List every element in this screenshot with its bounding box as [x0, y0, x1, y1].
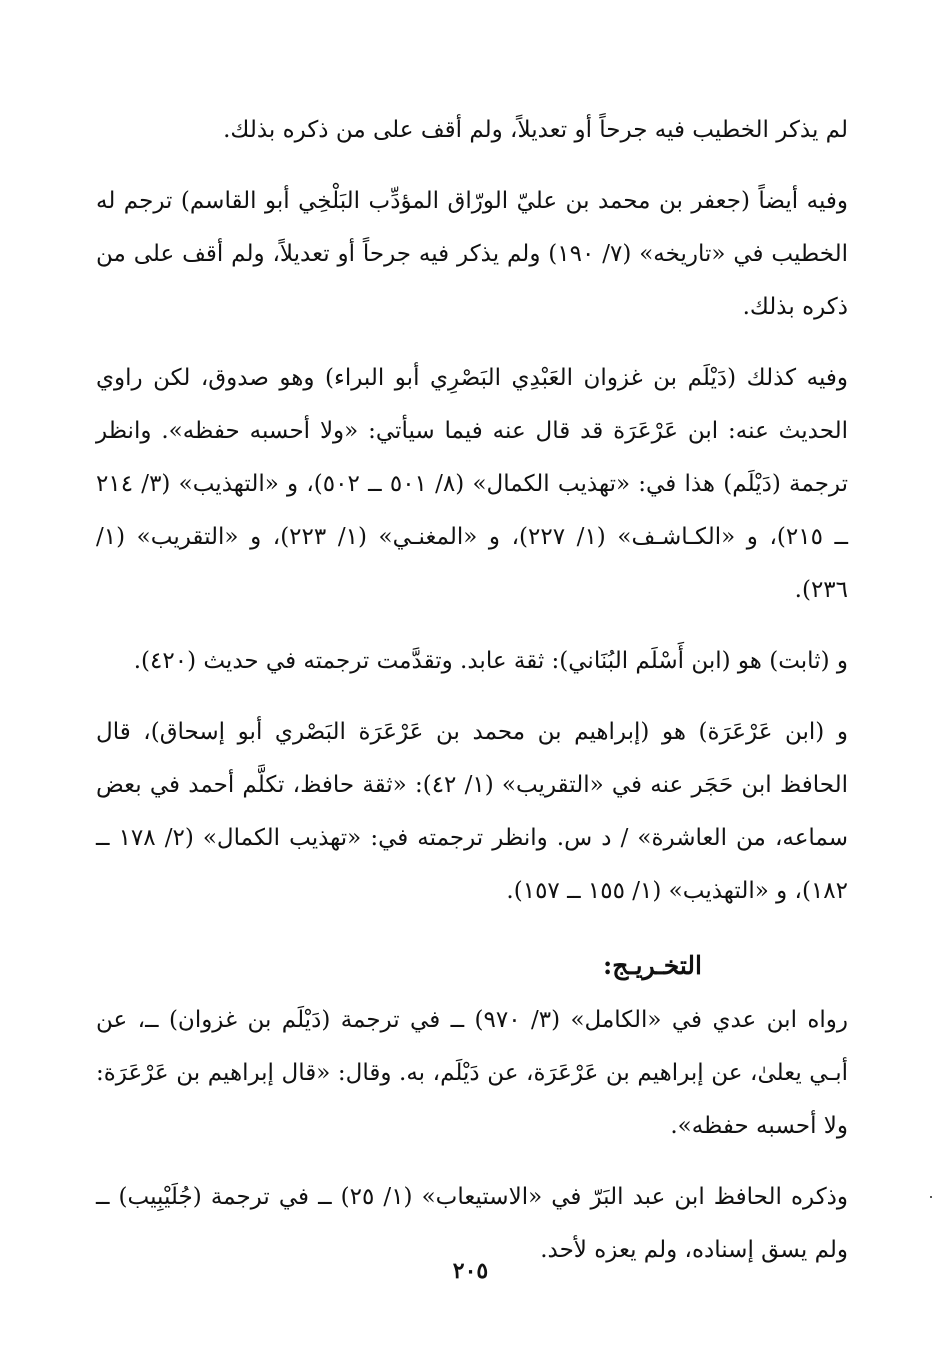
section-heading: التخـريـج: [602, 951, 702, 980]
paragraph-4: و (ثابت) هو (ابن أَسْلَم البُنَاني): ثقة عابد. وتقدَّمت ترجمته في حديث (٤٢٠). [133, 648, 848, 674]
paragraph-6: رواه ابن عدي في «الكامل» (٣/ ٩٧٠) ــ في ترجمة (دَيْلَم بن غزوان) ــ، عن أبـي يعلىٰ، عن إبراهيم بن عَرْعَرَة، عن دَيْلَم، به. وقال: «قال إبراهيم بن عَرْعَرَة: ولا أحسبه حفظه». [96, 1007, 849, 1139]
paragraph-7: وذكره الحافظ ابن عبد البَرّ في «الاستيعاب» (١/ ٢٥) ــ في ترجمة (جُلَيْبِيب) ــ ولم يسق إسناده، ولم يعزه لأحد. [96, 1184, 848, 1263]
paragraph-5: و (ابن عَرْعَرَة) هو (إبراهيم بن محمد بن عَرْعَرَة البَصْري أبو إسحاق)، قال الحافظ ابن حَجَر عنه في «التقريب» (١/ ٤٢): «ثقة حافظ، تكلَّم أحمد في بعض سماعه، من العاشرة» / د س. وانظر ترجمته في: «تهذيب الكمال» (٢/ ١٧٨ ــ ١٨٢)، و «التهذيب» (١/ ١٥٥ ــ ١٥٧). [96, 719, 849, 904]
page-number: ٢٠٥ [452, 1258, 489, 1284]
paragraph-2: وفيه أيضاً (جعفر بن محمد بن عليّ الورّاق المؤدِّب البَلْخِي أبو القاسم) ترجم له الخطيب في «تاريخه» (٧/ ١٩٠) ولم يذكر فيه جرحاً أو تعديلاً، ولم أقف على من ذكره بذلك. [96, 188, 848, 320]
paragraph-3: وفيه كذلك (دَيْلَم بن غزوان العَبْدِي البَصْرِي أبو البراء) وهو صدوق، لكن راوي الحديث عنه: ابن عَرْعَرَة قد قال عنه فيما سيأتي: «ولا أحسبه حفظه». وانظر ترجمة (دَيْلَم) هذا في: «تهذيب الكمال» (٨/ ٥٠١ ــ ٥٠٢)، و «التهذيب» (٣/ ٢١٤ ــ ٢١٥)، و «الكـاشـف» (١/ ٢٢٧)، و «المغنـي» (١/ ٢٢٣)، و «التقريب» (١/ ٢٣٦). [96, 365, 849, 603]
paragraph-1: لم يذكر الخطيب فيه جرحاً أو تعديلاً، ولم أقف على من ذكره بذلك. [223, 117, 848, 143]
scan-speck [930, 1196, 932, 1198]
page-body [96, 104, 848, 1277]
